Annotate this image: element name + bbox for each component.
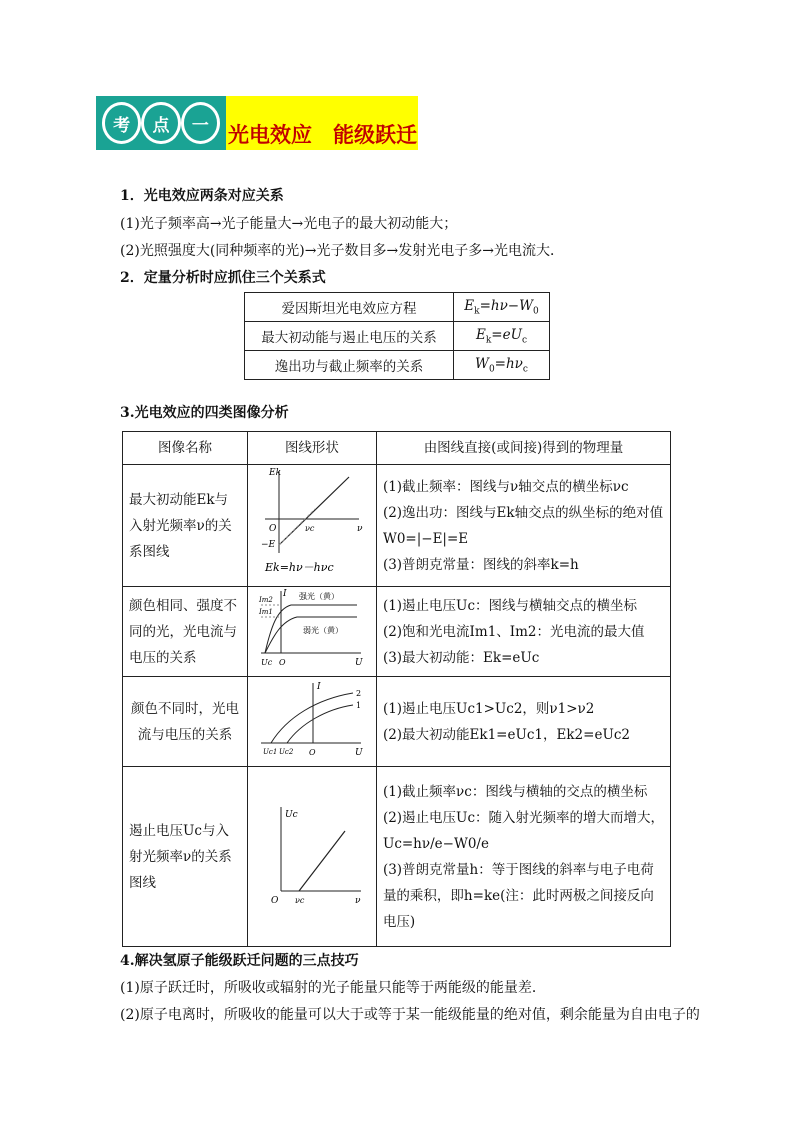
graph-caption: Ek=hν－hνc [264,561,334,574]
quantity-line: (1)截止频率：图线与ν轴交点的横坐标νc [382,478,629,495]
curve-1 [287,705,353,743]
origin-label: O [308,748,316,757]
graph-cell [247,587,376,677]
s2-heading: 2．定量分析时应抓住三个关系式 [120,270,326,286]
quantity-line: (2)最大初动能Ek1=eUc1，Ek2=eUc2 [382,726,630,743]
im1-label: Im1 [258,608,273,616]
s4-line-2: (2)原子电离时，所吸收的能量可以大于或等于某一能级能量的绝对值，剩余能量为自由电子的 [120,1007,700,1023]
graph-name: 颜色相同、强度不同的光，光电流与电压的关系 [123,587,248,677]
x-label: ν [354,896,361,906]
formula-cell: $E_k=h\nu-W_0$ [454,293,550,322]
x-label: U [354,658,363,667]
table-row [123,767,671,947]
table-row [123,677,671,767]
section-banner [96,96,418,150]
graph-cell [247,767,376,947]
graph-name: 颜色不同时，光电流与电压的关系 [123,677,248,767]
quantity-line: Uc=hν/e−W0/e [382,835,489,852]
table-row [245,351,550,380]
quantity-line: 量的乘积，即h=ke(注：此时两极之间接反向 [382,887,654,904]
weak-label: 弱光（黄） [302,626,343,635]
uc-label: Uc [260,658,273,667]
table-row [123,587,671,677]
uc-frequency-graph [257,797,367,907]
graph-name: 遏止电压Uc与入射光频率ν的关系图线 [123,767,248,947]
uc1-label: Uc1 [262,748,278,756]
s4-heading: 4.解决氢原子能级跃迁问题的三点技巧 [120,953,359,969]
intensity-current-graph [257,587,367,667]
curve-2-label: 2 [355,689,362,698]
formula-name: 最大初动能与遏止电压的关系 [245,322,454,351]
banner-title: 光电效应 能级跃迁 [228,122,417,147]
curve-1-label: 1 [355,701,362,710]
quantity-cell [376,465,670,587]
s1-line-2: (2)光照强度大(同种频率的光)→光子数目多→发射光电子多→光电流大． [120,243,564,259]
badge-char-2: 点 [141,102,180,144]
strong-label: 强光（黄） [298,592,339,601]
nuc-label: νc [304,524,315,533]
formula-name: 逸出功与截止频率的关系 [245,351,454,380]
quantity-line: (1)截止频率νc：图线与横轴的交点的横坐标 [382,783,648,800]
s3-heading: 3.光电效应的四类图像分析 [120,405,289,421]
table-row [245,293,550,322]
y-label: Uc [284,810,298,820]
y-label: I [282,589,287,599]
quantity-line: (2)饱和光电流Im1、Im2：光电流的最大值 [382,623,645,640]
quantity-line: W0=|−E|=E [382,530,469,547]
badge-char-3: 一 [181,102,220,144]
x-label: ν [356,524,363,534]
im2-label: Im2 [258,596,273,604]
s1-line-1: (1)光子频率高→光子能量大→光电子的最大初动能大； [120,216,458,232]
quantity-line: (1)遏止电压Uc1>Uc2，则ν1>ν2 [382,700,595,717]
formula-cell: $E_k=eU_c$ [454,322,550,351]
table-header-row [123,432,671,465]
table-row [123,465,671,587]
graph-name: 最大初动能Ek与入射光频率ν的关系图线 [123,465,248,587]
banner-title-box [226,96,418,150]
nuc-label: νc [294,896,305,905]
uc2-label: Uc2 [278,748,294,756]
curve-2 [271,693,353,743]
uc-line [299,831,345,891]
weak-curve [265,617,357,653]
quantity-cell [376,677,670,767]
formula-cell: $W_0=h\nu_c$ [454,351,550,380]
quantity-cell [376,587,670,677]
quantity-line: (3)最大初动能：Ek=eUc [382,649,540,666]
graph-analysis-table [122,431,671,947]
neg-e-label: −E [260,540,276,550]
s1-heading: 1．光电效应两条对应关系 [120,188,284,204]
badge-char-1: 考 [102,102,141,144]
quantity-line: 电压) [382,913,416,930]
kaodian-badge [96,96,226,150]
y-label: I [316,682,321,692]
quantity-line: (2)遏止电压Uc：随入射光频率的增大而增大， [382,809,664,826]
header-quantity: 由图线直接(或间接)得到的物理量 [376,432,670,465]
header-name: 图像名称 [123,432,248,465]
origin-label: O [270,896,279,906]
graph-cell [247,465,376,587]
quantity-line: (1)遏止电压Uc：图线与横轴交点的横坐标 [382,597,637,614]
x-label: U [354,748,363,757]
s4-line-1: (1)原子跃迁时，所吸收或辐射的光子能量只能等于两能级的能量差． [120,980,546,996]
y-label: Ek [268,468,281,478]
table-row [245,322,550,351]
quantity-line: (2)逸出功：图线与Ek轴交点的纵坐标的绝对值 [382,504,664,521]
formula-table [244,292,550,380]
color-current-graph [257,677,367,757]
graph-cell [247,677,376,767]
quantity-line: (3)普朗克常量h：等于图线的斜率与电子电荷 [382,861,654,878]
origin-label: O [268,524,277,534]
formula-name: 爱因斯坦光电效应方程 [245,293,454,322]
quantity-cell [376,767,670,947]
origin-label: O [278,658,286,667]
header-shape: 图线形状 [247,432,376,465]
ek-line [279,477,349,545]
ek-frequency-graph [257,465,367,577]
quantity-line: (3)普朗克常量：图线的斜率k=h [382,556,579,573]
